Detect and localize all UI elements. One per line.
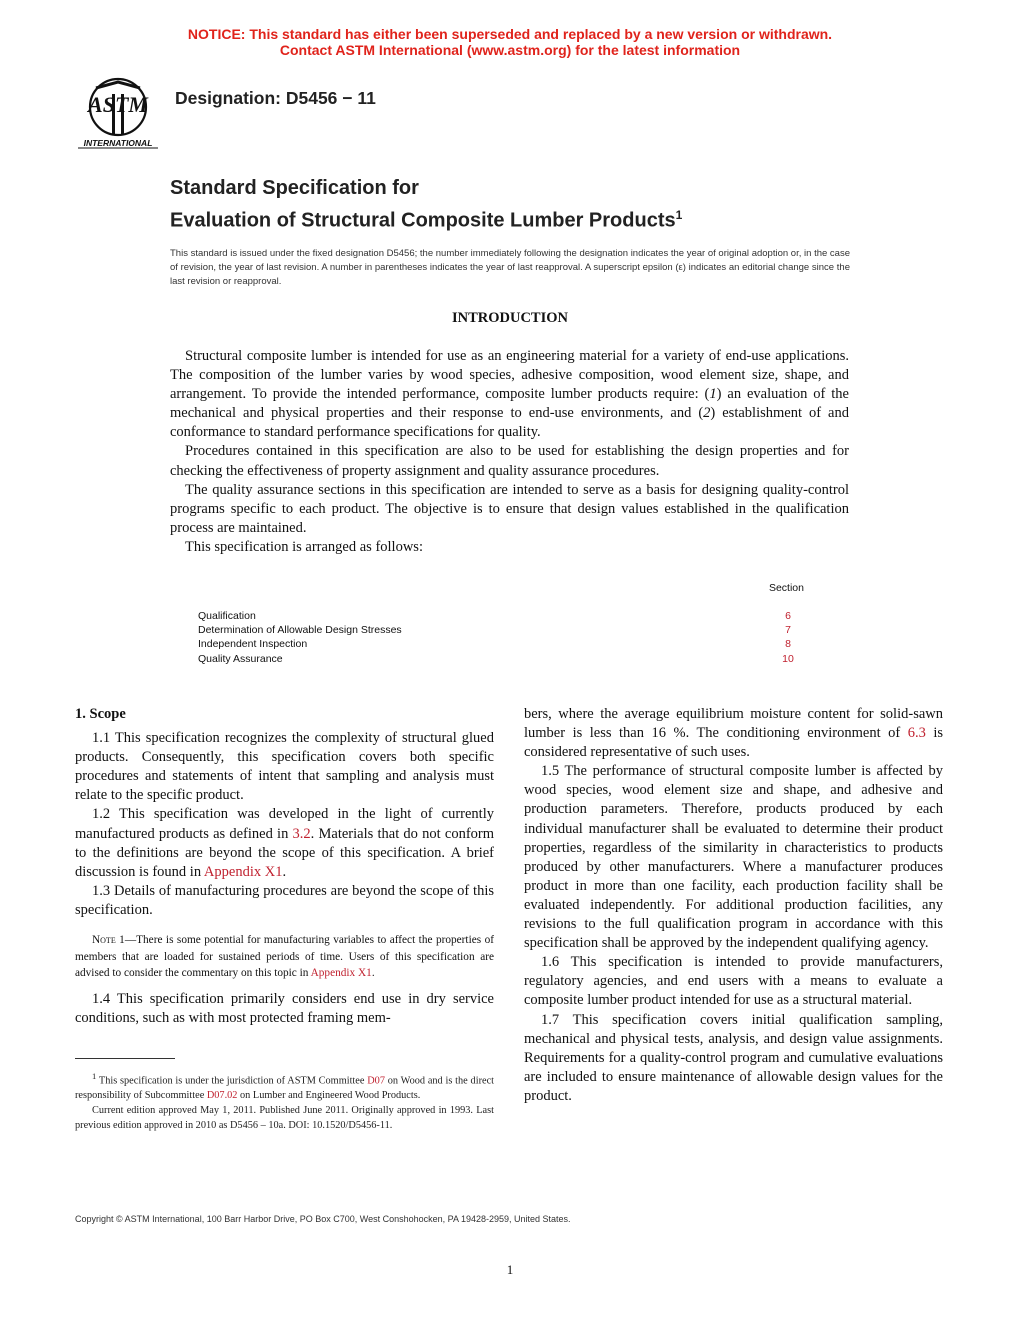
logo-text: ASTM <box>88 92 148 117</box>
introduction-body <box>170 347 849 557</box>
toc-row: Determination of Allowable Design Stresses 7 <box>198 623 808 637</box>
link-subcommittee-d07-02[interactable]: D07.02 <box>206 1090 238 1102</box>
intro-paragraph-3: The quality assurance sections in this specification are intended to serve as a basis for designing quality-control programs specific to each product. The objective is to ensure that design values established in the qualification process are maintained. <box>170 481 849 536</box>
left-column <box>75 705 494 1028</box>
paragraph-1-2: 1.2 This specification was developed in the light of currently manufactured products as defined in 3.2. Materials that do not conform to the definitions are beyond the scope of this specification. A brief discussion is found in Appendix X1. <box>75 806 495 880</box>
link-6-3[interactable]: 6.3 <box>907 725 926 742</box>
right-column <box>524 705 943 1106</box>
toc-row: Qualification 6 <box>198 609 808 623</box>
toc-section-link[interactable]: 10 <box>782 652 794 665</box>
intro-paragraph-2: Procedures contained in this specification are also to be used for establishing the design properties and for checking the effectiveness of property assignment and quality assurance procedures. <box>170 443 849 479</box>
title-line-2: Evaluation of Structural Composite Lumber Products <box>170 209 676 232</box>
link-3-2[interactable]: 3.2 <box>292 825 311 842</box>
paragraph-1-4: 1.4 This specification primarily considers end use in dry service conditions, such as with most protected framing mem- <box>75 990 494 1026</box>
title-line-1: Standard Specification for <box>170 177 419 199</box>
footnotes <box>75 1069 494 1133</box>
astm-logo-icon <box>74 74 162 152</box>
scope-heading: 1. Scope <box>75 706 126 722</box>
paragraph-1-1: 1.1 This specification recognizes the complexity of structural glued products. Consequently, this specification covers both specific procedures and statements of intent that sampling and analysis must relate to the specific product. <box>75 730 494 804</box>
issued-note: This standard is issued under the fixed designation D5456; the number immediately following the designation indicates the year of original adoption or, in the case of revision, the year of last revision. A number in parentheses indicates the year of last reapproval. A superscript epsilon (ε) indicates an editorial change since the last revision or reapproval. <box>170 248 850 288</box>
intro-paragraph-1: Structural composite lumber is intended for use as an engineering material for a variety of end-use applications. The composition of the lumber varies by wood species, adhesive composition, wood element size, shape, and arrangement. To provide the intended performance, composite lumber products require: (1) an evaluation of the mechanical and physical properties and their response to end-use environments, and (2) establishment of and conformance to standard performance specifications for quality. <box>170 348 849 441</box>
note-1: Note 1—There is some potential for manufacturing variables to affect the properties of members that are loaded for sustained periods of time. Users of this specification are advised to consider the commentary on this topic in Appendix X1. <box>75 934 494 980</box>
link-committee-d07[interactable]: D07 <box>367 1075 385 1087</box>
document-title <box>170 175 682 235</box>
intro-paragraph-4: This specification is arranged as follows: <box>185 538 423 555</box>
section-table <box>198 581 808 666</box>
notice-line-2: Contact ASTM International (www.astm.org) for the latest information <box>279 42 741 58</box>
toc-row: Quality Assurance 10 <box>198 652 808 666</box>
withdrawal-notice <box>0 26 1020 58</box>
footnote-divider <box>75 1058 175 1059</box>
toc-section-link[interactable]: 6 <box>785 610 791 622</box>
paragraph-1-7: 1.7 This specification covers initial qualification sampling, mechanical and physical tests, analysis, and design value assignments. Requirements for a quality-control program and cumulative evaluations are included to ensure maintenance of allowable design values for the product. <box>524 1011 943 1104</box>
paragraph-1-3: 1.3 Details of manufacturing procedures are beyond the scope of this specification. <box>75 882 494 918</box>
link-appendix-x1[interactable]: Appendix X1 <box>310 967 372 980</box>
designation: Designation: D5456 − 11 <box>175 88 376 108</box>
title-footnote-mark: 1 <box>675 208 683 222</box>
toc-header: Section <box>768 582 804 594</box>
notice-line-1: NOTICE: This standard has either been superseded and replaced by a new version or withdrawn. <box>187 26 833 42</box>
page-number: 1 <box>506 1262 514 1277</box>
paragraph-1-5: 1.5 The performance of structural composite lumber is affected by wood species, wood element size and shape, and adhesive and production parameters. Therefore, products produced by each individual manufacturer shall be evaluated to determine their product properties, regardless of the similarity in characteristics to products produced by other manufacturers. Where a manufacturer produces product in more than one facility, each production facility shall be evaluated independently. For additional production facilities, any revisions to the full qualification program in accordance with this specification shall be approved by the independent qualifying agency. <box>524 763 943 952</box>
footnote-edition: Current edition approved May 1, 2011. Published June 2011. Originally approved in 1993. Last previous edition approved in 2010 as D5456 – 10a. DOI: 10.1520/D5456-11. <box>75 1105 494 1132</box>
astm-logo <box>74 74 162 152</box>
toc-section-link[interactable]: 7 <box>785 624 791 637</box>
footnote-1: $^1$ This specification is under the jurisdiction of ASTM Committee D07 on Wood and is the direct responsibility of Subcommittee D07.02 on Lumber and Engineered Wood Products. <box>75 1071 494 1102</box>
paragraph-1-6: 1.6 This specification is intended to provide manufacturers, regulatory agencies, and end users with a means to evaluate a composite lumber product intended for use as a structural material. <box>524 954 943 1009</box>
toc-section-link[interactable]: 8 <box>785 638 791 651</box>
toc-row: Independent Inspection 8 <box>198 637 808 651</box>
copyright: Copyright © ASTM International, 100 Barr Harbor Drive, PO Box C700, West Conshohocken, PA 19428-2959, United States. <box>75 1214 571 1224</box>
introduction-heading: INTRODUCTION <box>451 310 568 326</box>
logo-subtext: INTERNATIONAL <box>83 138 153 148</box>
paragraph-1-4-continued: bers, where the average equilibrium moisture content for solid-sawn lumber is less than 16 %. The conditioning environment of 6.3 is considered representative of such uses. <box>524 706 944 761</box>
link-appendix-x1[interactable]: Appendix X1 <box>203 863 283 880</box>
